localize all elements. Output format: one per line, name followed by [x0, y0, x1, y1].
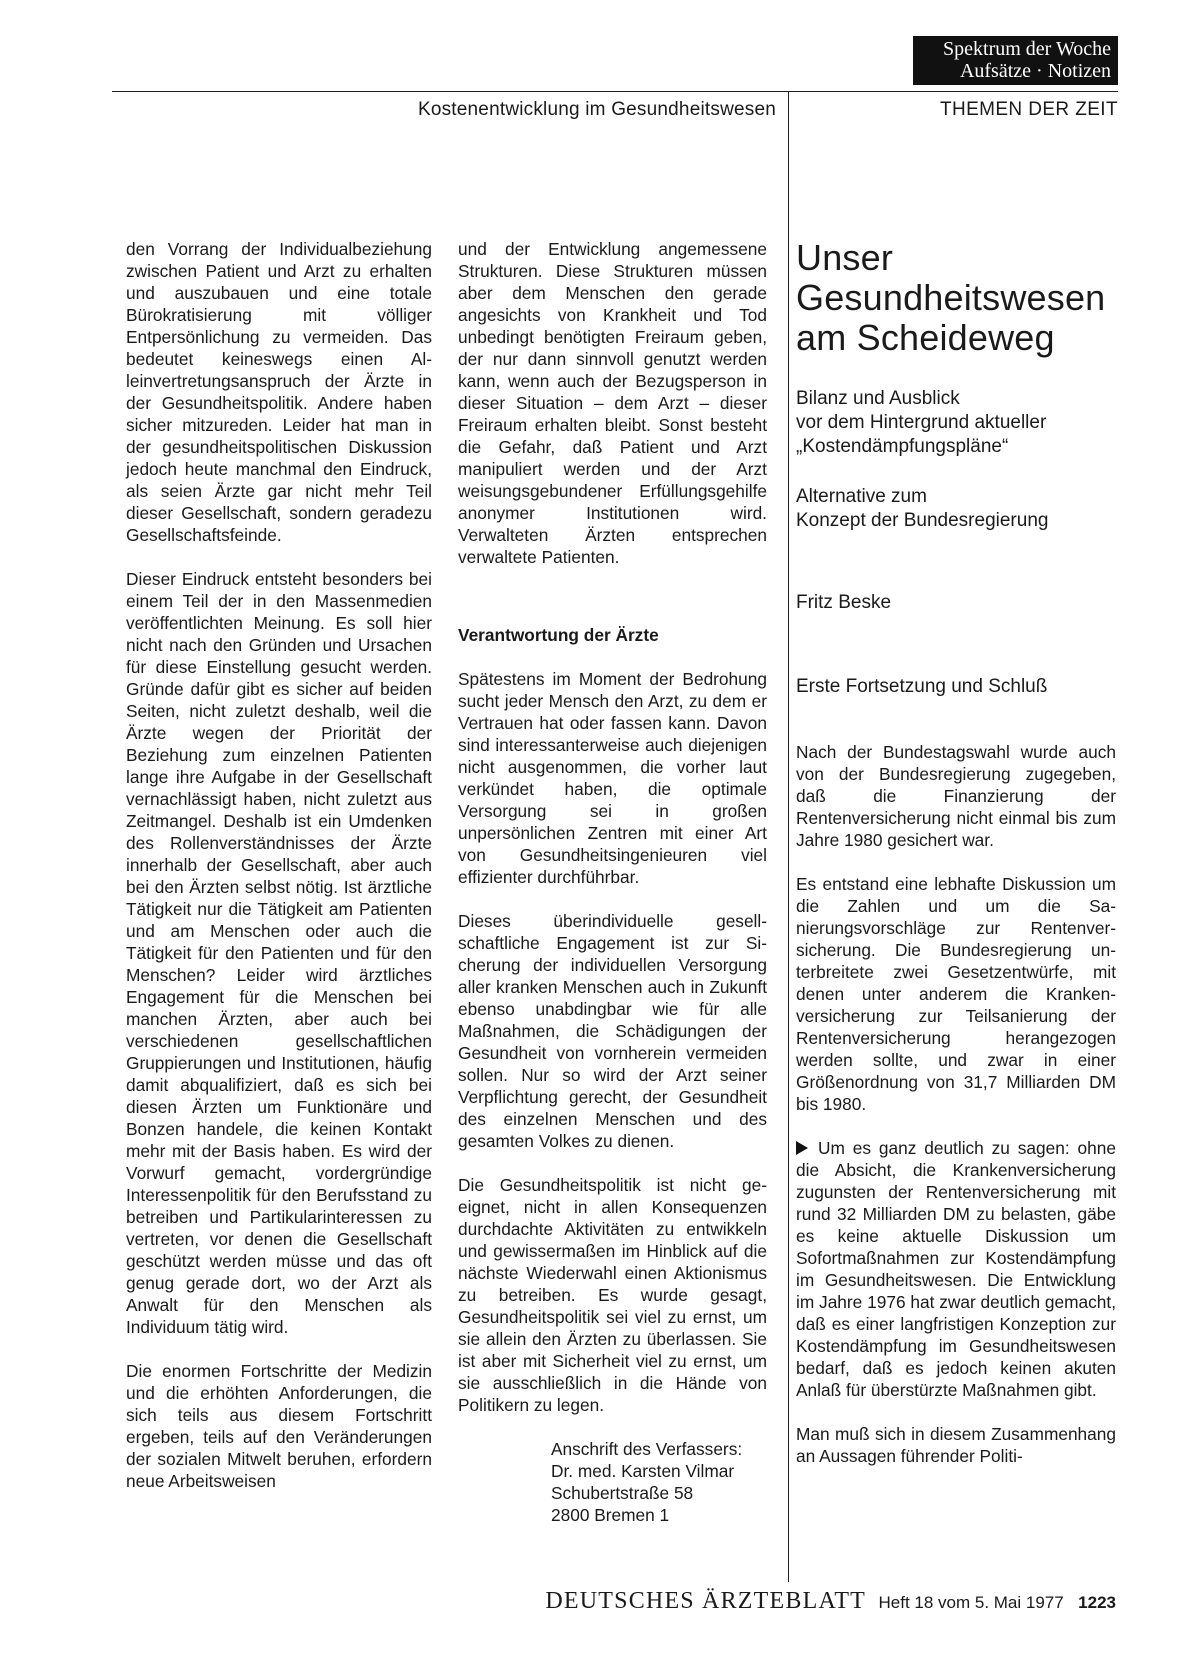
continuation-note: Erste Fortsetzung und Schluß: [796, 676, 1048, 697]
paragraph: Nach der Bundestagswahl wurde auch von der Bundesregierung zugegeben, daß die Finanzierung der Rentenversicherung nicht einmal bis zum Jahre 1980 gesichert war.: [796, 742, 1116, 850]
column-2: [458, 238, 767, 1526]
spacer: [458, 590, 767, 624]
paragraph: und der Entwicklung angemessene Strukturen. Diese Strukturen müssen aber dem Menschen den gerade angesichts von Krankheit und Tod unbedingt benötigten Freiraum geben, der nur dann sinnvoll genutzt werden kann, wenn auch der Bezugsperson in dieser Situation – dem Arzt – dieser Freiraum erhalten bleibt. Sonst besteht die Gefahr, daß Patient und Arzt manipuliert werden und der Arzt weisungsgebundener Erfüllungsgehilfe anonymer Institutionen wird. Verwalteten Ärzten entsprechen verwaltete Patienten.: [458, 239, 767, 567]
paragraph: Es entstand eine lebhafte Diskussion um die Zahlen und um die Sanierungsvorschläge zur Rentenversicherung. Die Bundesregierung unterbreitete zwei Gesetzentwürfe, mit denen unter anderem die Krankenversicherung zur Teilsanierung der Rentenversicherung herangezogen werden sollte, und zwar in einer Größenordnung von 31,7 Milliarden DM bis 1980.: [796, 874, 1116, 1114]
section-label-box: [913, 36, 1118, 85]
column-divider: [788, 91, 789, 1582]
title-line: Unser: [796, 237, 894, 278]
page-number: 1223: [1078, 1593, 1116, 1612]
address-line: 2800 Bremen 1: [551, 1505, 670, 1525]
paragraph-text: Um es ganz deutlich zu sagen: ohne die Absicht, die Krankenversicherung zugunsten der Rentenversicherung mit rund 32 Milliarden DM zu belasten, gäbe es keine aktuelle Diskussion um Sofortmaßnahmen zur Kostendämpfung im Gesundheitswesen. Die Entwicklung im Jahre 1976 hat zwar deutlich gemacht, daß es einer langfristigen Konzeption zur Kostendämpfung im Gesundheitswesen bedarf, daß es jedoch keinen akuten Anlaß für überstürzte Maßnahmen gibt.: [796, 1138, 1116, 1400]
author-name: Fritz Beske: [796, 592, 892, 613]
subtitle-line: Bilanz und Ausblick: [796, 388, 960, 409]
section-subheading: Verantwortung der Ärzte: [458, 625, 659, 645]
paragraph: Die Gesundheitspolitik ist nicht geeignet, nicht in allen Konsequenzen durchdachte Aktivitäten zu entwikkeln und gewissermaßen im Hinblick auf die nächste Wiederwahl einen Aktionismus zu betreiben. Es wurde gesagt, Gesundheitspolitik sei viel zu ernst, um sie allein den Ärzten zu überlassen. Sie ist aber mit Sicherheit viel zu ernst, um sie ausschließlich in die Hände von Politikern zu legen.: [458, 1175, 767, 1415]
running-head: Kostenentwicklung im Gesundheitswesen: [417, 99, 776, 120]
magazine-name: DEUTSCHES ÄRZTEBLATT: [545, 1588, 867, 1614]
section-label-line-1: Spektrum der Woche: [943, 38, 1111, 60]
page-footer: [545, 1588, 1116, 1615]
subtitle-line: „Kostendämpfungspläne“: [796, 436, 1009, 457]
subtitle-line: Alternative zum: [796, 486, 927, 507]
header-rule: [112, 91, 1118, 92]
column-3: [796, 238, 1116, 1489]
paragraph: den Vorrang der Individualbeziehung zwischen Patient und Arzt zu erhalten und auszubauen und eine totale Bürokratisierung mit völliger Entpersönlichung zu vermeiden. Das bedeutet keineswegs einen Alleinvertretungsanspruch der Ärzte in der Gesundheitspolitik. Andere haben sicher mitzureden. Leider hat man in der gesundheitspolitischen Diskussion jedoch heute manchmal den Eindruck, als seien Ärzte gar nicht mehr Teil dieser Gesellschaft, sondern geradezu Gesellschaftsfeinde.: [126, 239, 432, 545]
article-subtitle: [796, 387, 1116, 459]
paragraph: Man muß sich in diesem Zusammenhang an Aussagen führender Politi-: [796, 1424, 1116, 1466]
article-subtitle-2: [796, 485, 1116, 533]
title-line: Gesundheitswesen: [796, 277, 1106, 318]
paragraph: Dieser Eindruck entsteht besonders bei einem Teil der in den Massenmedien veröffentlichten Meinung. Es soll hier nicht nach den Gründen und Ursachen für diese Einstellung gesucht werden. Gründe dafür gibt es sicher auf beiden Seiten, nicht zuletzt deshalb, weil die Ärzte wegen der Priorität der Beziehung zum einzelnen Patienten lange ihre Aufgabe in der Gesellschaft vernachlässigt haben, nicht zuletzt aus Zeitmangel. Deshalb ist ein Umdenken des Rollenverständnisses der Ärzte innerhalb der Gesellschaft, aber auch bei den Ärzten selbst nötig. Ist ärztliche Tätigkeit nur die Tätigkeit am Patienten und am Menschen oder auch die Tätigkeit für den Patienten und für den Menschen? Leider wird ärztliches Engagement für die Menschen bei manchen Ärzten, aber auch bei verschiedenen gesellschaftlichen Gruppierungen und Institutionen, häufig damit abqualifiziert, daß es sich bei diesen Ärzten um Funktionäre und Bonzen handele, die keinen Kontakt mehr mit der Basis haben. Es wird der Vorwurf gemacht, vordergründige Interessenpolitik für den Berufsstand zu betreiben und Partikularinteressen zu vertreten, vor denen die Gesellschaft geschützt werden müsse und das oft genug gerade dort, wo der Arzt als Anwalt für den Menschen als Individuum tätig wird.: [126, 569, 432, 1337]
subtitle-line: vor dem Hintergrund aktueller: [796, 412, 1047, 433]
address-line: Schubertstraße 58: [551, 1483, 694, 1503]
section-title: THEMEN DER ZEIT: [939, 99, 1118, 120]
issue-info: Heft 18 vom 5. Mai 1977: [878, 1593, 1064, 1612]
paragraph: Die enormen Fortschritte der Medizin und die erhöhten Anforderungen, die sich teils aus diesem Fortschritt ergeben, teils auf den Veränderungen der sozialen Mitwelt beruhen, erfordern neue Arbeitsweisen: [126, 1361, 432, 1491]
triangle-arrow-icon: [796, 1141, 808, 1155]
section-label-line-2: Aufsätze · Notizen: [959, 60, 1111, 82]
article-title: [796, 238, 1116, 358]
paragraph: Spätestens im Moment der Bedrohung sucht jeder Mensch den Arzt, zu dem er Vertrauen hat oder fassen kann. Davon sind interessanterweise auch diejenigen nicht ausgenommen, die vorher laut verkündet haben, die optimale Versorgung sei in großen unpersönlichen Zentren mit einer Art von Gesundheitsingenieuren viel effizienter durchführbar.: [458, 669, 767, 887]
column-1: [126, 238, 432, 1514]
title-line: am Scheideweg: [796, 317, 1055, 358]
address-line: Anschrift des Verfassers:: [551, 1439, 743, 1459]
address-line: Dr. med. Karsten Vilmar: [551, 1461, 735, 1481]
author-address: [458, 1438, 767, 1526]
paragraph-with-arrow: [796, 1137, 1116, 1401]
paragraph: Dieses überindividuelle gesellschaftliche Engagement ist zur Sicherung der individuellen Versorgung aller kranken Menschen auch in Zukunft ebenso unabdingbar wie für alle Maßnahmen, die Schädigungen der Gesundheit von vornherein vermeiden sollen. Nur so wird der Arzt seiner Verpflichtung gerecht, der Gesundheit des einzelnen Menschen und des gesamten Volkes zu dienen.: [458, 911, 767, 1151]
subtitle-line: Konzept der Bundesregierung: [796, 510, 1049, 531]
